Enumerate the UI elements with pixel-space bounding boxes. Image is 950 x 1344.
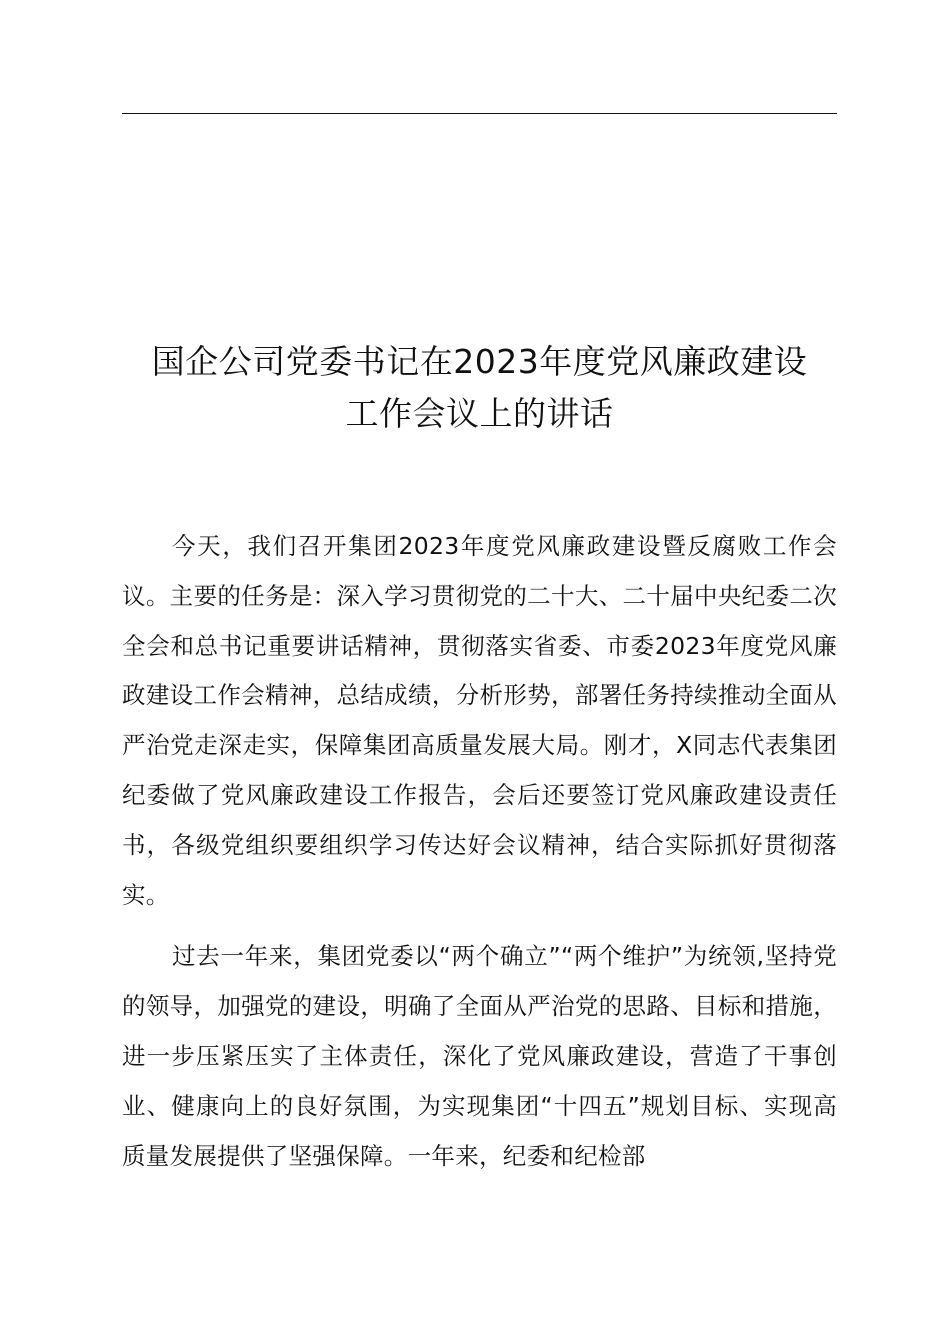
title-line-1: 国企公司党委书记在2023年度党风廉政建设: [151, 342, 808, 381]
paragraph-2: 过去一年来，集团党委以“两个确立”“两个维护”为统领,坚持党的领导，加强党的建设，明确了全面从严治党的思路、目标和措施，进一步压紧压实了主体责任，深化了党风廉政建设，营造了干事创业、健康向上的良好氛围，为实现集团“十四五”规划目标、实现高质量发展提供了坚强保障。一年来，纪委和纪检部: [122, 942, 837, 1170]
paragraph-1: 今天，我们召开集团2023年度党风廉政建设暨反腐败工作会议。主要的任务是：深入学习贯彻党的二十大、二十届中央纪委二次全会和总书记重要讲话精神，贯彻落实省委、市委2023年度党风廉政建设工作会精神，总结成绩，分析形势，部署任务持续推动全面从严治党走深走实，保障集团高质量发展大局。刚才，X同志代表集团纪委做了党风廉政建设工作报告，会后还要签订党风廉政建设责任书，各级党组织要组织学习传达好会议精神，结合实际抓好贯彻落实。: [122, 532, 837, 909]
document-title: [122, 336, 837, 440]
header-rule: [122, 113, 837, 114]
title-line-2: 工作会议上的讲话: [345, 394, 614, 433]
document-body: [122, 522, 837, 1193]
